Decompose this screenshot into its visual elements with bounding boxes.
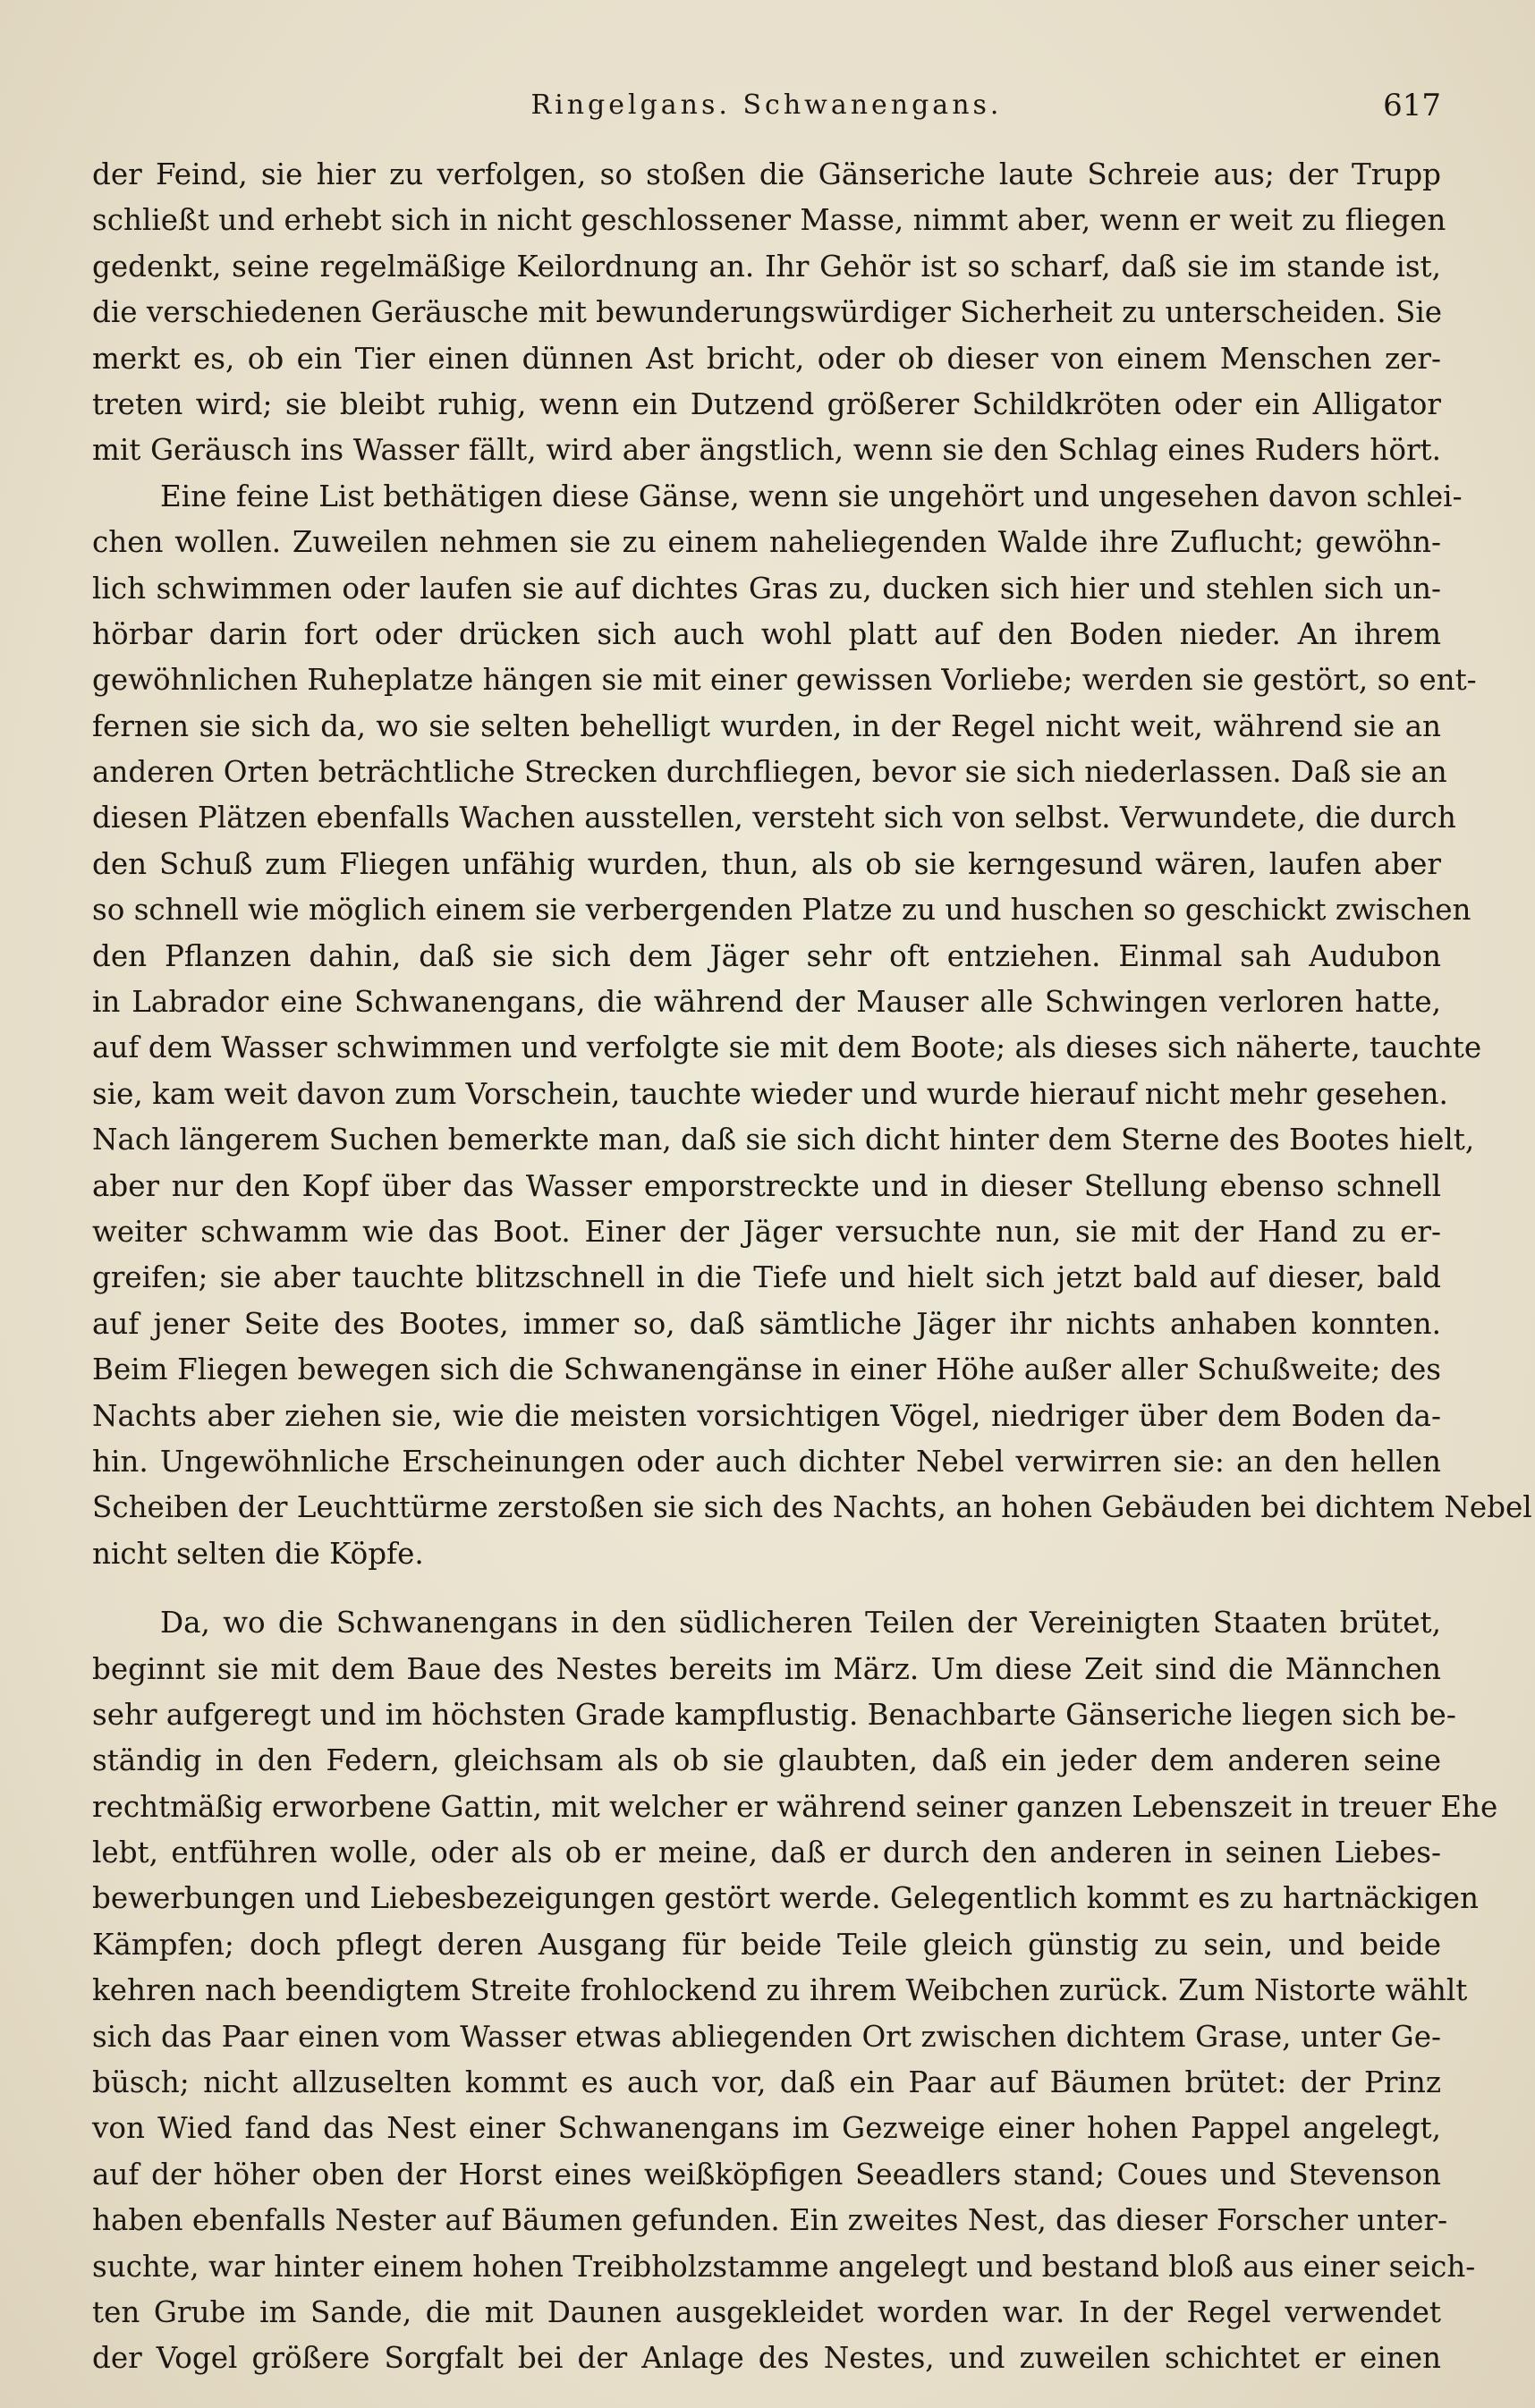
paragraph bbox=[92, 152, 1446, 474]
text-line: auf der höher oben der Horst eines weißköpfigen Seeadlers stand; Coues und Stevenson bbox=[92, 2157, 1441, 2192]
text-line: ten Grube im Sande, die mit Daunen ausgekleidet worden war. In der Regel verwendet bbox=[92, 2294, 1441, 2329]
text-line: Eine feine List bethätigen diese Gänse, wenn sie ungehört und ungesehen davon schlei- bbox=[160, 479, 1463, 513]
text-line: ständig in den Federn, gleichsam als ob sie glaubten, daß ein jeder dem anderen seine bbox=[92, 1743, 1441, 1778]
text-line: Nachts aber ziehen sie, wie die meisten vorsichtigen Vögel, niedriger über dem Boden da- bbox=[92, 1398, 1441, 1433]
text-line: haben ebenfalls Nester auf Bäumen gefunden. Ein zweites Nest, das dieser Forscher unter- bbox=[92, 2203, 1448, 2238]
text-line: anderen Orten beträchtliche Strecken durchfliegen, bevor sie sich niederlassen. Daß sie an bbox=[92, 755, 1447, 790]
body-text bbox=[92, 152, 1532, 2382]
text-line: aber nur den Kopf über das Wasser emporstreckte und in dieser Stellung ebenso schnell bbox=[92, 1168, 1441, 1203]
paragraph bbox=[92, 1600, 1498, 2382]
text-line: nicht selten die Köpfe. bbox=[92, 1536, 424, 1571]
running-head: Ringelgans. Schwanengans. bbox=[530, 89, 1003, 121]
text-line: mit Geräusch ins Wasser fällt, wird aber ängstlich, wenn sie den Schlag eines Ruders hört. bbox=[92, 433, 1441, 468]
text-line: lebt, entführen wolle, oder als ob er meine, daß er durch den anderen in seinen Liebes- bbox=[92, 1836, 1441, 1870]
text-line: merkt es, ob ein Tier einen dünnen Ast bricht, oder ob dieser von einem Menschen zer- bbox=[92, 341, 1441, 376]
text-line: schließt und erhebt sich in nicht geschlossener Masse, nimmt aber, wenn er weit zu fliegen bbox=[92, 203, 1446, 238]
paragraph-gap bbox=[92, 1577, 1441, 1600]
text-line: gewöhnlichen Ruheplatze hängen sie mit einer gewissen Vorliebe; werden sie gestört, so ent- bbox=[92, 663, 1477, 698]
text-line: sehr aufgeregt und im höchsten Grade kampflustig. Benachbarte Gänseriche liegen sich be- bbox=[92, 1697, 1456, 1732]
text-line: Beim Fliegen bewegen sich die Schwanengänse in einer Höhe außer aller Schußweite; des bbox=[92, 1352, 1441, 1387]
text-line: Nach längerem Suchen bemerkte man, daß sie sich dicht hinter dem Sterne des Bootes hielt, bbox=[92, 1123, 1475, 1157]
text-line: auf dem Wasser schwimmen und verfolgte sie mit dem Boote; als dieses sich näherte, tauchte bbox=[92, 1030, 1482, 1065]
text-line: Da, wo die Schwanengans in den südlicheren Teilen der Vereinigten Staaten brütet, bbox=[160, 1606, 1441, 1641]
text-line: den Schuß zum Fliegen unfähig wurden, thun, als ob sie kerngesund wären, laufen aber bbox=[92, 846, 1441, 881]
text-line: von Wied fand das Nest einer Schwanengans im Gezweige einer hohen Pappel angelegt, bbox=[92, 2111, 1441, 2146]
text-line: rechtmäßig erworbene Gattin, mit welcher er während seiner ganzen Lebenszeit in treuer Ehe bbox=[92, 1789, 1498, 1824]
text-line: den Pflanzen dahin, daß sie sich dem Jäger sehr oft entziehen. Einmal sah Audubon bbox=[92, 938, 1441, 973]
text-line: bewerbungen und Liebesbezeigungen gestört werde. Gelegentlich kommt es zu hartnäckigen bbox=[92, 1881, 1480, 1916]
text-line: Kämpfen; doch pflegt deren Ausgang für beide Teile gleich günstig zu sein, und beide bbox=[92, 1927, 1441, 1962]
text-line: so schnell wie möglich einem sie verbergenden Platze zu und huschen so geschickt zwischen bbox=[92, 893, 1471, 928]
text-line: diesen Plätzen ebenfalls Wachen ausstellen, versteht sich von selbst. Verwundete, die durch bbox=[92, 801, 1456, 835]
text-line: die verschiedenen Geräusche mit bewunderungswürdiger Sicherheit zu unterscheiden. Sie bbox=[92, 295, 1443, 330]
text-line: der Feind, sie hier zu verfolgen, so stoßen die Gänseriche laute Schreie aus; der Trupp bbox=[92, 157, 1441, 191]
text-line: suchte, war hinter einem hohen Treibholzstamme angelegt und bestand bloß aus einer seich- bbox=[92, 2249, 1476, 2284]
paragraph bbox=[92, 474, 1532, 1577]
text-line: büsch; nicht allzuselten kommt es auch vor, daß ein Paar auf Bäumen brütet: der Prinz bbox=[92, 2065, 1441, 2100]
page-number: 617 bbox=[1383, 88, 1441, 123]
text-line: in Labrador eine Schwanengans, die während der Mauser alle Schwingen verloren hatte, bbox=[92, 985, 1441, 1020]
text-line: greifen; sie aber tauchte blitzschnell in die Tiefe und hielt sich jetzt bald auf dieser, bald bbox=[92, 1260, 1441, 1295]
text-line: hin. Ungewöhnliche Erscheinungen oder auch dichter Nebel verwirren sie: an den hellen bbox=[92, 1444, 1441, 1479]
text-line: kehren nach beendigtem Streite frohlockend zu ihrem Weibchen zurück. Zum Nistorte wählt bbox=[92, 1973, 1468, 2008]
text-line: fernen sie sich da, wo sie selten behelligt wurden, in der Regel nicht weit, während sie an bbox=[92, 708, 1441, 743]
text-line: hörbar darin fort oder drücken sich auch wohl platt auf den Boden nieder. An ihrem bbox=[92, 616, 1441, 651]
text-line: auf jener Seite des Bootes, immer so, daß sämtliche Jäger ihr nichts anhaben konnten. bbox=[92, 1306, 1441, 1341]
text-line: beginnt sie mit dem Baue des Nestes bereits im März. Um diese Zeit sind die Männchen bbox=[92, 1651, 1441, 1686]
text-line: sich das Paar einen vom Wasser etwas abliegenden Ort zwischen dichtem Grase, unter Ge- bbox=[92, 2019, 1441, 2054]
text-line: Scheiben der Leuchttürme zerstoßen sie sich des Nachts, an hohen Gebäuden bei dichtem Nebel bbox=[92, 1490, 1532, 1525]
text-line: chen wollen. Zuweilen nehmen sie zu einem naheliegenden Walde ihre Zuflucht; gewöhn- bbox=[92, 525, 1441, 560]
text-line: treten wird; sie bleibt ruhig, wenn ein Dutzend größerer Schildkröten oder ein Alligator bbox=[92, 386, 1441, 421]
text-line: sie, kam weit davon zum Vorschein, tauchte wieder und wurde hierauf nicht mehr gesehen. bbox=[92, 1076, 1448, 1111]
text-line: der Vogel größere Sorgfalt bei der Anlage des Nestes, und zuweilen schichtet er einen bbox=[92, 2341, 1441, 2376]
text-line: weiter schwamm wie das Boot. Einer der Jäger versuchte nun, sie mit der Hand zu er- bbox=[92, 1214, 1441, 1249]
text-line: gedenkt, seine regelmäßige Keilordnung an. Ihr Gehör ist so scharf, daß sie im stande ist, bbox=[92, 249, 1441, 284]
page-header bbox=[92, 84, 1441, 138]
text-line: lich schwimmen oder laufen sie auf dichtes Gras zu, ducken sich hier und stehlen sich un- bbox=[92, 571, 1441, 606]
